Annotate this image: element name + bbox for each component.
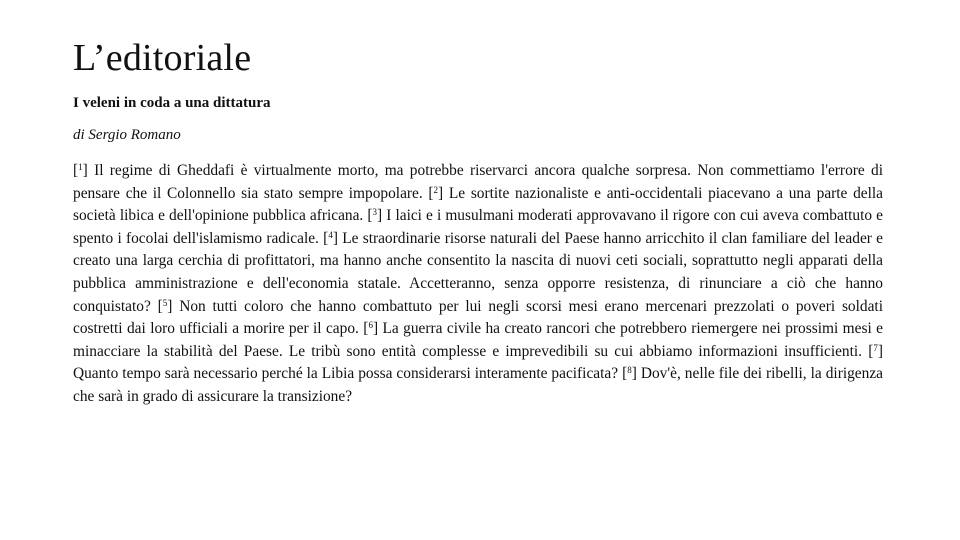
footnote-ref: [$^8$] <box>622 365 637 383</box>
footnote-ref: [$^6$] <box>363 320 379 338</box>
body-text-segment: I laici e i musulmani moderati approvavano il rigore con cui aveva combattuto e spento i focolai dell'islamismo radicale. <box>73 207 883 247</box>
footnote-ref: [$^7$] <box>868 342 883 360</box>
article-body <box>73 160 883 409</box>
body-text-segment: Dov'è, nelle file dei ribelli, la dirigenza che sarà in grado di assicurare la transizione? <box>73 365 883 405</box>
footnote-ref: [$^5$] <box>157 297 173 315</box>
article-author: di Sergio Romano <box>73 127 181 143</box>
article-subtitle: I veleni in coda a una dittatura <box>73 95 271 111</box>
footnote-ref: [$^4$] <box>323 229 338 247</box>
body-text-segment: La guerra civile ha creato rancori che potrebbero riemergere nei prossimi mesi e minacciare la stabilità del Paese. Le tribù sono entità complesse e imprevedibili su cui abbiamo informazioni insufficienti. <box>73 320 883 360</box>
body-text-segment: Non tutti coloro che hanno combattuto per lui negli scorsi mesi erano mercenari prezzolati o poveri soldati costretti dai loro ufficiali a morire per il capo. <box>73 297 883 338</box>
body-text-segment: Quanto tempo sarà necessario perché la Libia possa considerarsi interamente pacificata? <box>73 365 619 383</box>
body-text-segment: Le sortite nazionaliste e anti-occidentali piacevano a una parte della società libica e dell'opinione pubblica africana. <box>73 184 883 225</box>
footnote-ref: [$^2$] <box>428 184 444 202</box>
body-text-segment: Il regime di Gheddafi è virtualmente morto, ma potrebbe riservarci ancora qualche sorpresa. Non commettiamo l'errore di pensare che il Colonnello sia stato sempre impopolare. <box>73 162 883 202</box>
footnote-ref: [$^3$] <box>367 207 383 225</box>
footnote-ref: [$^1$] <box>73 162 88 179</box>
page-title: L’editoriale <box>73 37 252 79</box>
body-text-segment: Le straordinarie risorse naturali del Paese hanno arricchito il clan familiare del leader e creato una larga cerchia di profittatori, ma hanno anche consentito la nascita di nuovi ceti sociali, soprattutto negli apparati della pubblica amministrazione e dell'economia statale. Accetteranno, senza opporre resistenza, di rinunciare a ciò che hanno conquistato? <box>73 229 883 315</box>
